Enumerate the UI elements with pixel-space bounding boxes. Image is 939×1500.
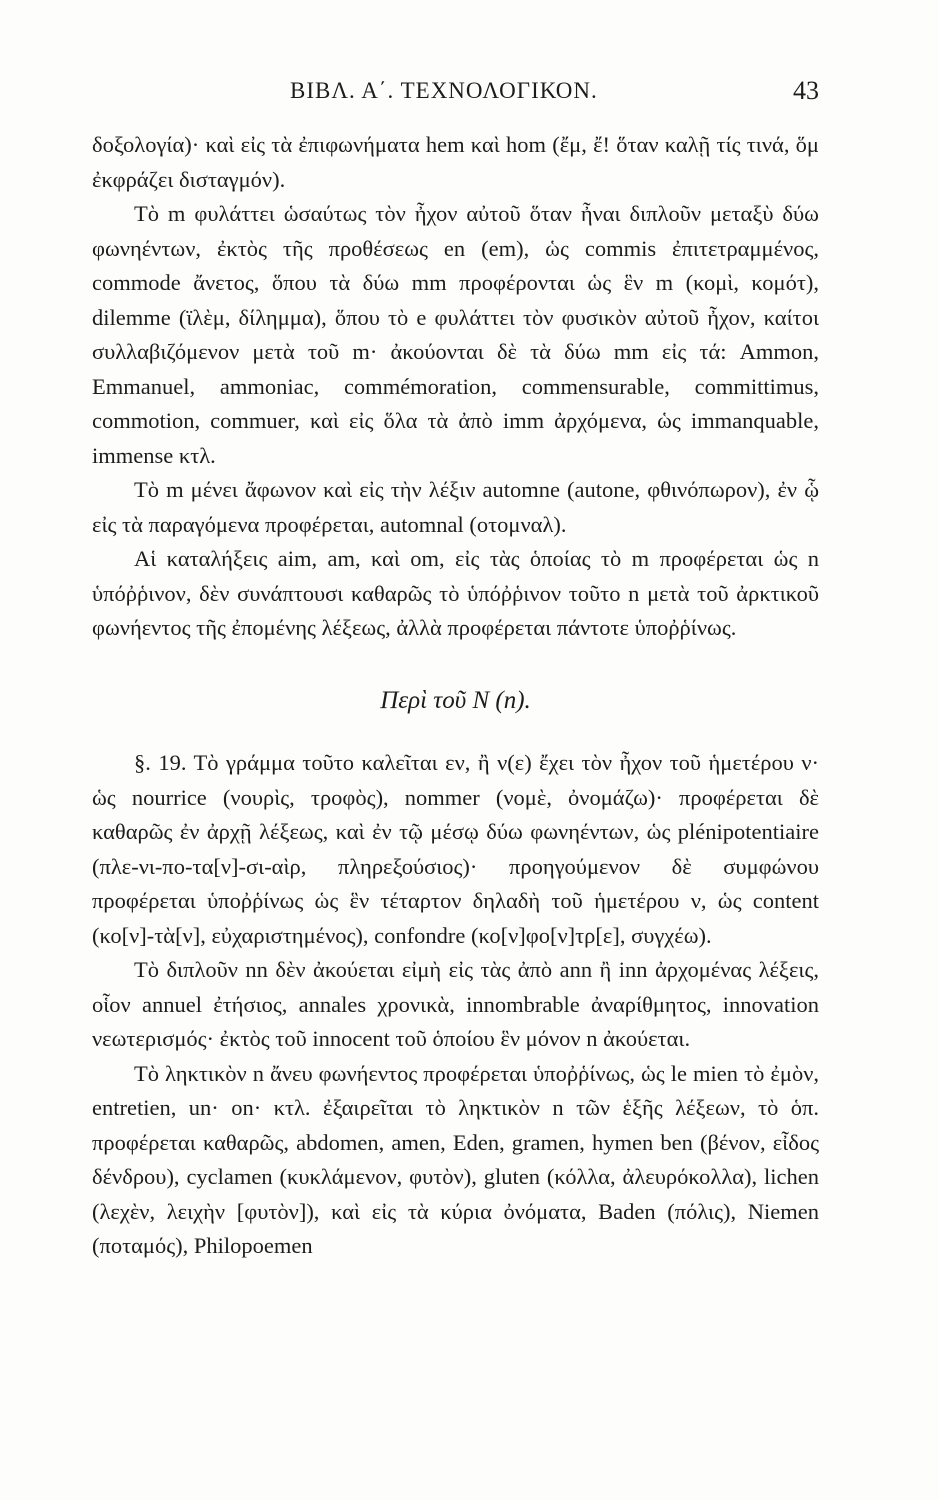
- section-heading: Περὶ τοῦ N (n).: [380, 686, 531, 714]
- section-number: §. 19.: [134, 750, 187, 775]
- page-number: 43: [793, 76, 819, 105]
- section-19-text: Τὸ γράμμα τοῦτο καλεῖται εν, ἢ ν(ε) ἔχει τὸν ἦχον τοῦ ἡμετέρου ν· ὡς nourrice (νουρὶς, τροφὸς), nommer (νομὲ, ὀνομάζω)· προφέρεται δὲ καθαρῶς ἐν ἀρχῇ λέξεως, καὶ ἐν τῷ μέσῳ δύω φωνηέντων, ὡς plénipotentiaire (πλε-νι-πο-τα[ν]-σι-αὶρ, πληρεξούσιος)· προηγούμενον δὲ συμφώνου προφέρεται ὑποῤῥίνως ὡς ἓν τέταρτον δηλαδὴ τοῦ ἡμετέρου ν, ὡς content (κο[ν]-τὰ[ν], εὐχαριστημένος), confondre (κο[ν]φο[ν]τρ[ε], συγχέω).: [92, 750, 820, 948]
- body-text: [92, 128, 819, 1264]
- paragraph-endings: Αἱ καταλήξεις aim, am, καὶ om, εἰς τὰς ὁποίας τὸ m προφέρεται ὡς n ὑπόῤῥινον, δὲν συνάπτουσι καθαρῶς τὸ ὑπόῤῥινον τοῦτο n μετὰ τοῦ ἀρκτικοῦ φωνήεντος τῆς ἐπομένης λέξεως, ἀλλὰ προφέρεται πάντοτε ὑποῤῥίνως.: [92, 546, 819, 640]
- running-title: ΒΙΒΛ. Α΄. ΤΕΧΝΟΛΟΓΙΚΟΝ.: [290, 78, 598, 103]
- paragraph-double-nn: Τὸ διπλοῦν nn δὲν ἀκούεται εἰμὴ εἰς τὰς ἀπὸ ann ἢ inn ἀρχομένας λέξεις, οἷον annuel ἐτήσιος, annales χρονικὰ, innombrable ἀναρίθμητος, innovation νεωτερισμός· ἐκτὸς τοῦ innocent τοῦ ὁποίου ἓν μόνον n ἀκούεται.: [92, 957, 819, 1051]
- paragraph-automne: Τὸ m μένει ἄφωνον καὶ εἰς τὴν λέξιν automne (autone, φθινόπωρον), ἐν ᾧ εἰς τὰ παραγόμενα προφέρεται, automnal (οτομναλ).: [92, 477, 819, 537]
- paragraph-m-double: Τὸ m φυλάττει ὡσαύτως τὸν ἦχον αὐτοῦ ὅταν ἦναι διπλοῦν μεταξὺ δύω φωνηέντων, ἐκτὸς τῆς προθέσεως en (em), ὡς commis ἐπιτετραμμένος, commode ἄνετος, ὅπου τὰ δύω mm προφέρονται ὡς ἓν m (κομὶ, κομότ), dilemme (ϊλὲμ, δίλημμα), ὅπου τὸ e φυλάττει τὸν φυσικὸν αὐτοῦ ἦχον, καίτοι συλλαβιζόμενον μετὰ τοῦ m· ἀκούονται δὲ τὰ δύω mm εἰς τά: Ammon, Emmanuel, ammoniac, commémoration, commensurable, committimus, commotion, commuer, καὶ εἰς ὅλα τὰ ἀπὸ imm ἀρχόμενα, ὡς immanquable, immense κτλ.: [92, 201, 819, 468]
- section-19-paragraph: [92, 746, 819, 953]
- paragraph-final-n: Τὸ ληκτικὸν n ἄνευ φωνήεντος προφέρεται ὑποῤῥίνως, ὡς le mien τὸ ἐμὸν, entretien, un· on· κτλ. ἐξαιρεῖται τὸ ληκτικὸν n τῶν ἑξῆς λέξεων, τὸ ὁπ. προφέρεται καθαρῶς, abdomen, amen, Eden, gramen, hymen ben (βένον, εἶδος δένδρου), cyclamen (κυκλάμενον, φυτὸν), gluten (κόλλα, ἀλευρόκολλα), lichen (λεχὲν, λειχὴν [φυτὸν]), καὶ εἰς τὰ κύρια ὀνόματα, Baden (πόλις), Niemen (ποταμός), Philopoemen: [92, 1060, 819, 1258]
- page-header: [90, 76, 849, 116]
- paragraph-continued: δοξολογία)· καὶ εἰς τὰ ἐπιφωνήματα hem καὶ hom (ἔμ, ἔ! ὅταν καλῇ τίς τινά, ὅμ ἐκφράζει δισταγμόν).: [92, 132, 819, 192]
